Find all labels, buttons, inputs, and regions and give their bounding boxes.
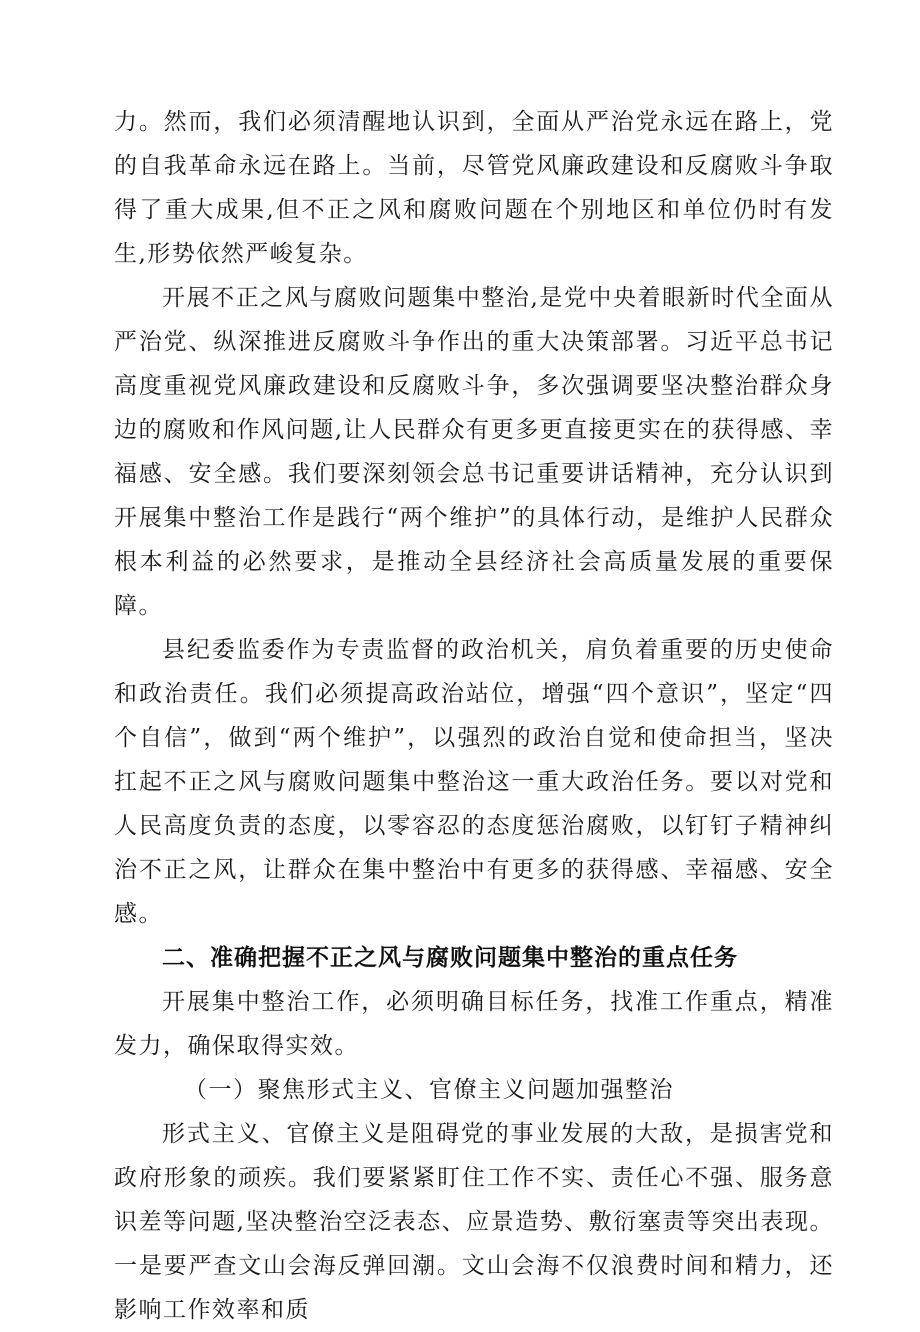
paragraph-formalism: 形式主义、官僚主义是阻碍党的事业发展的大敌，是损害党和政府形象的顽疾。我们要紧紧盯住工作不实、责任心不强、服务意识差等问题,坚决整治空泛表态、应景造势、敷衍塞责等突出表现。一是要严查文山会海反弹回潮。文山会海不仅浪费时间和精力，还影响工作效率和质 <box>114 1121 834 1323</box>
section-heading-two: 二、准确把握不正之风与腐败问题集中整治的重点任务 <box>162 945 738 971</box>
paragraph-political-responsibility: 县纪委监委作为专责监督的政治机关，肩负着重要的历史使命和政治责任。我们必须提高政治站位，增强“四个意识”，坚定“四个自信”，做到“两个维护”，以强烈的政治自觉和使命担当，坚决扛起不正之风与腐败问题集中整治这一重大政治任务。要以对党和人民高度负责的态度，以零容忍的态度惩治腐败，以钉钉子精神纠治不正之风，让群众在集中整治中有更多的获得感、幸福感、安全感。 <box>114 637 834 927</box>
subsection-heading-one: （一）聚焦形式主义、官僚主义问题加强整治 <box>184 1077 674 1103</box>
paragraph-continuation: 力。然而，我们必须清醒地认识到，全面从严治党永远在路上，党的自我革命永远在路上。当前，尽管党风廉政建设和反腐败斗争取得了重大成果,但不正之风和腐败问题在个别地区和单位仍时有发生,形势依然严峻复杂。 <box>114 109 834 267</box>
paragraph-central-deployment: 开展不正之风与腐败问题集中整治,是党中央着眼新时代全面从严治党、纵深推进反腐败斗争作出的重大决策部署。习近平总书记高度重视党风廉政建设和反腐败斗争，多次强调要坚决整治群众身边的腐败和作风问题,让人民群众有更多更直接更实在的获得感、幸福感、安全感。我们要深刻领会总书记重要讲话精神，充分认识到开展集中整治工作是践行“两个维护”的具体行动，是维护人民群众根本利益的必然要求，是推动全县经济社会高质量发展的重要保障。 <box>114 285 834 619</box>
paragraph-task-intro: 开展集中整治工作，必须明确目标任务，找准工作重点，精准发力，确保取得实效。 <box>114 989 834 1059</box>
